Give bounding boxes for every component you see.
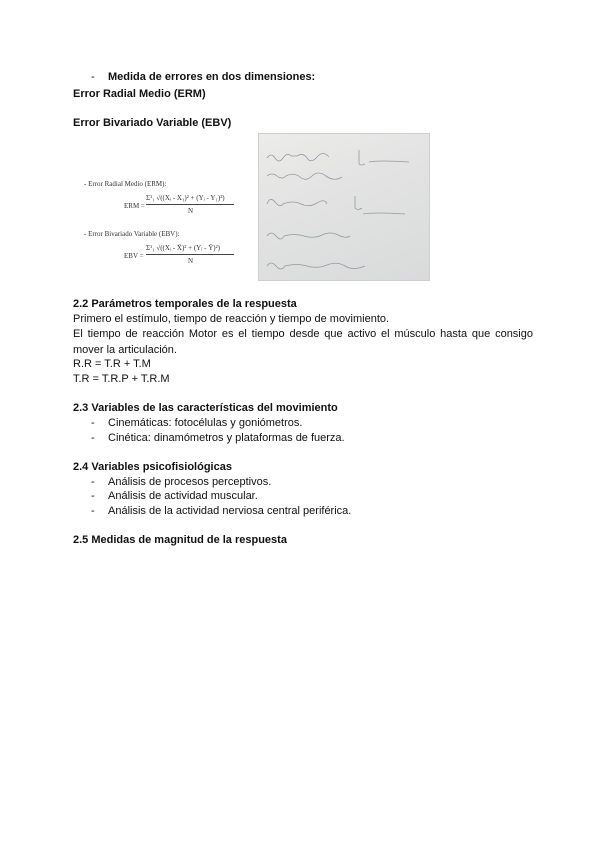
formula-item2-fraction-bar: [146, 254, 234, 255]
ebv-heading: Error Bivariado Variable (EBV): [73, 117, 232, 129]
top-bullet-dash: -: [91, 71, 95, 83]
section-24-item-3: Análisis de la actividad nerviosa central periférica.: [108, 505, 352, 517]
formula-item2-numerator: Σ¹₁ √((Xᵢ - X̄)² + (Yᵢ - Ȳ)²): [146, 244, 221, 252]
formula-item1-denominator: N: [188, 207, 194, 215]
formula-item1-fraction-bar: [146, 204, 234, 205]
section-22-heading: 2.2 Parámetros temporales de la respuesta: [73, 298, 297, 310]
section-24-item-1: Análisis de procesos perceptivos.: [108, 476, 272, 488]
section-22-formula1: R.R = T.R + T.M: [73, 358, 151, 370]
section-22-p2: El tiempo de reacción Motor es el tiempo desde que activo el músculo hasta que consigo mover la articulación.: [73, 328, 533, 356]
erm-heading: Error Radial Medio (ERM): [73, 88, 206, 100]
top-bullet-text: Medida de errores en dos dimensiones:: [108, 71, 316, 83]
section-25-heading: 2.5 Medidas de magnitud de la respuesta: [73, 534, 287, 546]
formula-item2-denominator: N: [188, 257, 194, 265]
section-24-item-2: Análisis de actividad muscular.: [108, 490, 258, 502]
section-23-heading: 2.3 Variables de las características del movimiento: [73, 402, 338, 414]
handwriting-scribbles: [259, 134, 429, 280]
formula-item2-eq-left: EBV =: [124, 252, 144, 260]
section-23-item-1-dash: -: [91, 417, 95, 429]
formula-item2-label: - Error Bivariado Variable (EBV):: [84, 230, 180, 238]
formula-item1-numerator: Σ¹₁ √((Xᵢ - X₁)² + (Yᵢ - Y₁)²): [146, 194, 225, 202]
section-24-item-3-dash: -: [91, 505, 95, 517]
section-24-item-2-dash: -: [91, 490, 95, 502]
section-23-item-2: Cinética: dinamómetros y plataformas de fuerza.: [108, 432, 345, 444]
section-24-heading: 2.4 Variables psicofisiológicas: [73, 461, 232, 473]
handwritten-notes-photo: [258, 133, 430, 281]
formula-image: [80, 172, 250, 272]
section-24-item-1-dash: -: [91, 476, 95, 488]
formula-item1-eq-left: ERM =: [124, 202, 145, 210]
section-23-item-1: Cinemáticas: fotocélulas y goniómetros.: [108, 417, 303, 429]
section-23-item-2-dash: -: [91, 432, 95, 444]
section-22-formula2: T.R = T.R.P + T.R.M: [73, 373, 170, 385]
section-22-p1: Primero el estímulo, tiempo de reacción y tiempo de movimiento.: [73, 313, 390, 325]
formula-item1-label: - Error Radial Medio (ERM):: [84, 180, 167, 188]
